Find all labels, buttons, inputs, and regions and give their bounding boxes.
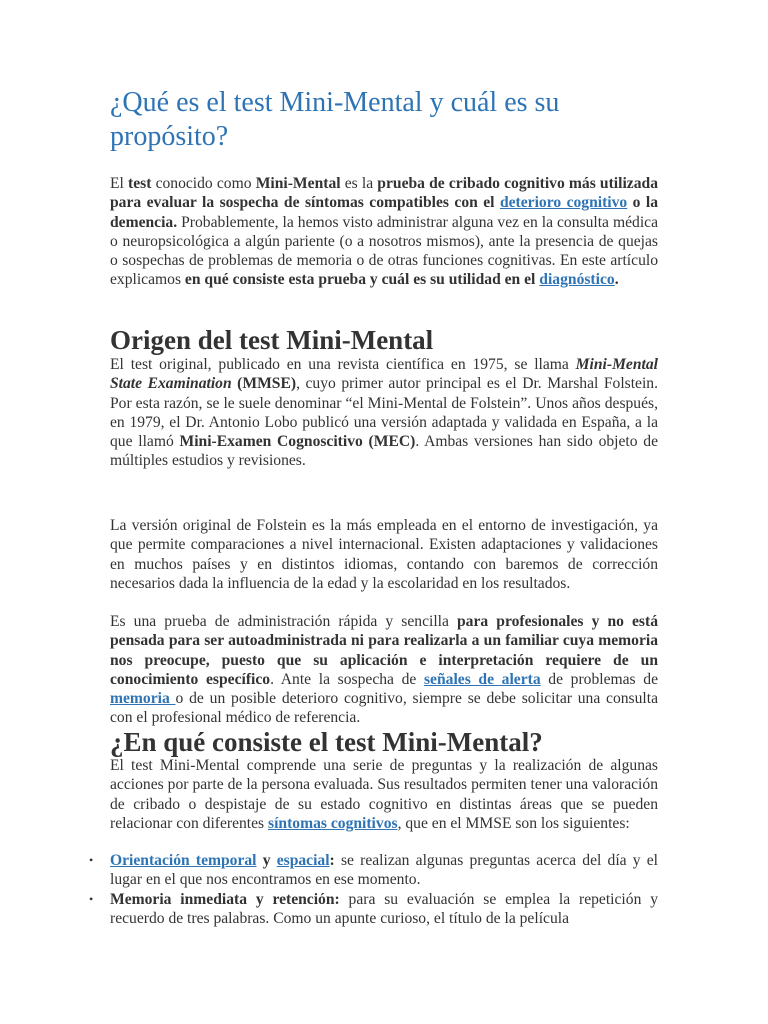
text: El test original, publicado en una revista científica en 1975, se llama: [110, 356, 576, 373]
section-heading-origen: Origen del test Mini-Mental: [110, 325, 434, 355]
bold-text: en qué consiste esta prueba y cuál es su utilidad en el: [181, 271, 540, 289]
link-diagnostico[interactable]: diagnóstico: [539, 271, 615, 289]
text: . Ambas versiones han sido objeto de múltiples estudios y revisiones.: [110, 433, 658, 470]
bold-text: Memoria inmediata y retención:: [110, 890, 340, 908]
text: , cuyo primer autor principal es el Dr. Marshal Folstein. Por esta razón, se le suele denominar “el Mini-Mental de Folstein”. Unos años después, en 1979, el Dr. Antonio Lobo publicó una versión adaptada y validada en España, a la que llamó: [110, 375, 658, 451]
bold-text: Mini-Examen Cognoscitivo (MEC): [179, 433, 416, 451]
section-heading-consiste: ¿En qué consiste el test Mini-Mental?: [110, 727, 543, 757]
bold-italic-text: Mini-Mental State Examination: [110, 356, 658, 393]
text: conocido como: [151, 175, 256, 192]
list-item: [89, 890, 658, 929]
text: Es una prueba de administración rápida y sencilla: [110, 613, 457, 630]
bold-text: (MMSE): [231, 375, 297, 393]
origen-paragraph-3: [110, 612, 658, 728]
bullet-icon: •: [89, 853, 94, 867]
text: para su evaluación se emplea la repetición y recuerdo de tres palabras. Como un apunte curioso, el título de la película: [110, 890, 658, 927]
bold-text: Mini-Mental: [255, 175, 341, 192]
text: El: [110, 175, 129, 192]
text: se realizan algunas preguntas acerca del día y el lugar en el que nos encontramos en ese momento.: [110, 852, 659, 889]
bold-text: test: [128, 175, 152, 192]
link-memoria[interactable]: memoria: [110, 690, 176, 708]
text: o de un posible deterioro cognitivo, siempre se debe solicitar una consulta con el profesional médico de referencia.: [110, 690, 658, 727]
text: es la: [340, 175, 378, 192]
text: de problemas de: [540, 670, 658, 688]
list-item: [89, 851, 659, 890]
symptom-list: [89, 851, 659, 928]
text: , que en el MMSE son los siguientes:: [397, 814, 630, 832]
bold-text: :: [329, 852, 335, 869]
link-orientacion-temporal[interactable]: Orientación temporal: [110, 852, 257, 869]
link-deterioro-cognitivo[interactable]: deterioro cognitivo: [499, 194, 628, 212]
origen-paragraph-2: La versión original de Folstein es la más empleada en el entorno de investigación, ya que permite comparaciones a nivel internacional. Existen adaptaciones y validaciones en muchos países y en distintos idiomas, contando con baremos de corrección necesarios dada la influencia de la edad y la escolaridad en los resultados.: [110, 517, 658, 592]
intro-paragraph: [110, 174, 658, 290]
bold-text: y: [256, 852, 277, 869]
bullet-icon: •: [89, 891, 94, 906]
text: Probablemente, la hemos visto administrar alguna vez en la consulta médica o neuropsicológica a algún pariente (o a nosotros mismos), ante la presencia de quejas o sospechas de problemas de memoria o de otras funciones cognitivas. En este artículo explicamos: [110, 213, 658, 289]
bold-text: prueba de cribado cognitivo más utilizada para evaluar la sospecha de síntomas compatibles con el: [110, 175, 658, 212]
bold-text: para profesionales y no está pensada para ser autoadministrada ni para realizarla a un familiar cuya memoria nos preocupe, puesto que su aplicación e interpretación requiere de un conocimiento específico: [110, 613, 658, 688]
bold-text: o la demencia.: [110, 194, 658, 231]
link-senales-de-alerta[interactable]: señales de alerta: [423, 670, 541, 688]
text: El test Mini-Mental comprende una serie de preguntas y la realización de algunas acciones por parte de la persona evaluada. Sus resultados permiten tener una valoración de cribado o despistaje de su estado cognitivo en distintas áreas que se pueden relacionar con diferentes: [110, 757, 658, 832]
text: . Ante la sospecha de: [270, 670, 424, 688]
page-title: ¿Qué es el test Mini-Mental y cuál es su propósito?: [110, 87, 560, 152]
consiste-paragraph: [110, 756, 658, 833]
bold-text: .: [614, 271, 619, 289]
origen-paragraph-1: [110, 355, 658, 471]
link-sintomas-cognitivos[interactable]: síntomas cognitivos: [268, 814, 398, 832]
link-espacial[interactable]: espacial: [276, 852, 330, 869]
